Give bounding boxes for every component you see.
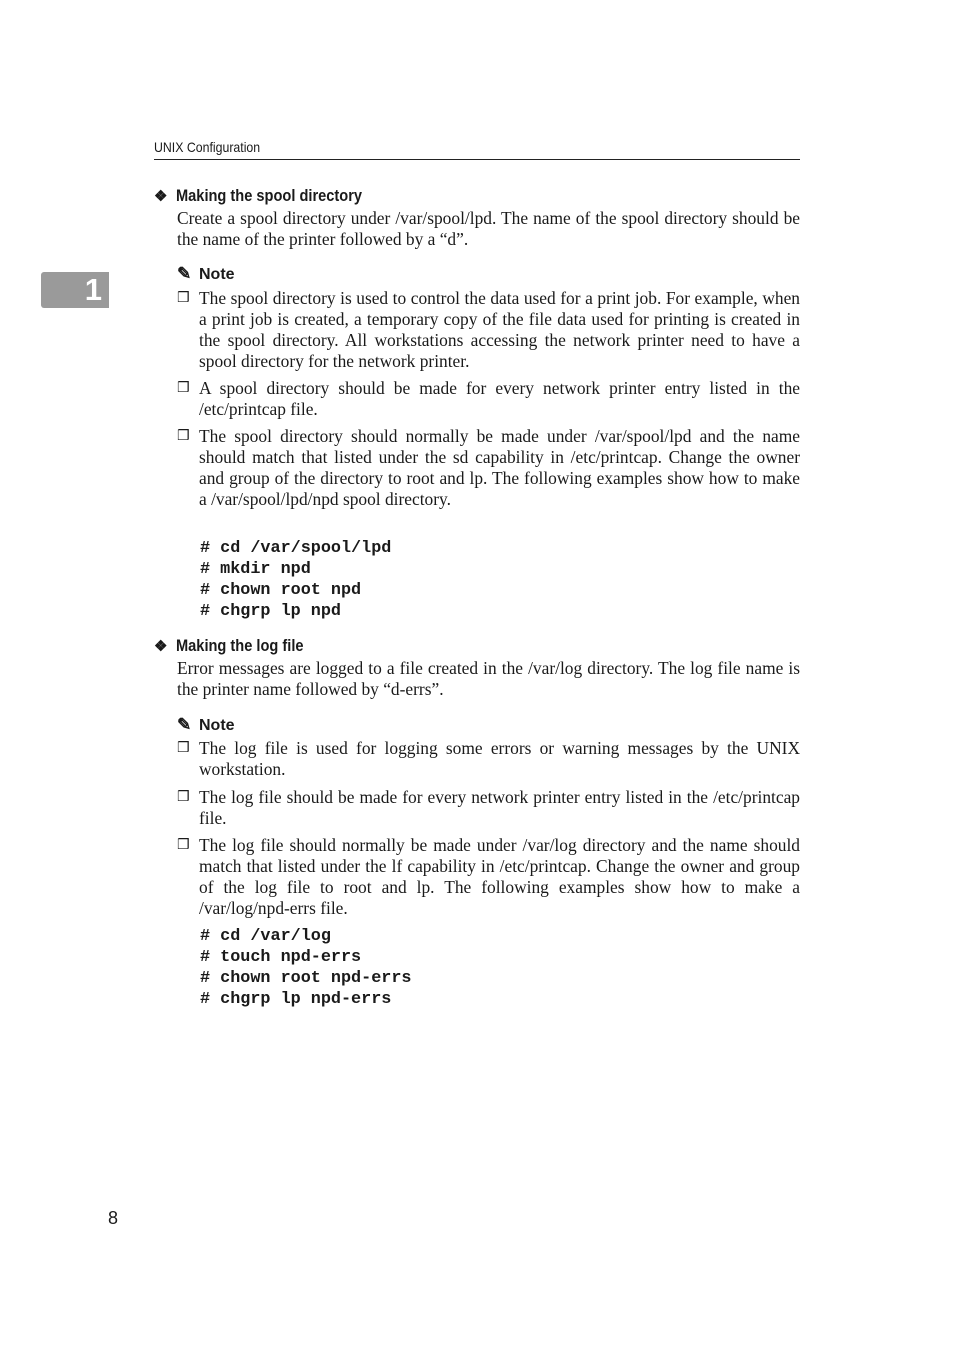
checkbox-bullet-icon: ❒ [177,290,190,306]
note-heading-spool [177,264,235,284]
checkbox-bullet-icon: ❒ [177,837,190,853]
header-rule [154,159,800,160]
chapter-tab [41,272,109,308]
checkbox-bullet-icon: ❒ [177,380,190,396]
note-item-text: The log file should normally be made under /var/log directory and the name should match that listed under the lf capability in /etc/printcap. Change the owner and group of the log file to root and lp. The following examples show how to make a /var/log/npd-errs file. [199,835,800,918]
diamond-bullet-icon: ❖ [154,638,168,655]
page-number: 8 [108,1208,119,1228]
note-item-text: A spool directory should be made for every network printer entry listed in the /etc/printcap file. [199,378,800,419]
note-item-text: The spool directory is used to control the data used for a print job. For example, when a print job is created, a temporary copy of the file data used for printing is created in the spool directory. All workstations accessing the network printer need to have a spool directory for the network printer. [199,288,800,371]
code-line: # mkdir npd [200,560,311,579]
code-line: # chown root npd-errs [200,969,412,988]
note-item [177,288,800,372]
code-line: # cd /var/log [200,927,331,946]
note-item [177,835,800,919]
chapter-number: 1 [84,272,102,307]
note-item [177,787,800,829]
note-item-text: The log file should be made for every network printer entry listed in the /etc/printcap file. [199,787,800,828]
section-heading-label: Making the log file [176,636,304,655]
section-body-spool: Create a spool directory under /var/spool/lpd. The name of the spool directory should be the name of the printer followed by a “d”. [177,208,800,249]
code-line: # chgrp lp npd [200,602,341,621]
code-line: # cd /var/spool/lpd [200,539,392,558]
note-item [177,378,800,420]
note-heading-log [177,715,235,735]
pencil-icon: ✎ [177,264,192,283]
note-item [177,738,800,780]
note-item-text: The log file is used for logging some errors or warning messages by the UNIX workstation. [199,738,800,779]
diamond-bullet-icon: ❖ [154,188,168,205]
section-heading-label: Making the spool directory [176,186,363,205]
code-line: # chgrp lp npd-errs [200,990,392,1009]
section-heading-spool [154,186,392,206]
pencil-icon: ✎ [177,715,192,734]
note-item [177,426,800,510]
note-label: Note [199,266,235,283]
section-body-log: Error messages are logged to a file created in the /var/log directory. The log file name is the printer name followed by “d-errs”. [177,658,800,699]
running-header: UNIX Configuration [154,139,261,155]
code-line: # touch npd-errs [200,948,362,967]
note-label: Note [199,717,235,734]
checkbox-bullet-icon: ❒ [177,789,190,805]
checkbox-bullet-icon: ❒ [177,428,190,444]
note-item-text: The spool directory should normally be made under /var/spool/lpd and the name should match that listed under the sd capability in /etc/printcap. Change the owner and group of the directory to root and lp. The following examples show how to make a /var/spool/lpd/npd spool directory. [199,426,800,509]
code-line: # chown root npd [200,581,362,600]
checkbox-bullet-icon: ❒ [177,740,190,756]
section-heading-log [154,636,324,656]
